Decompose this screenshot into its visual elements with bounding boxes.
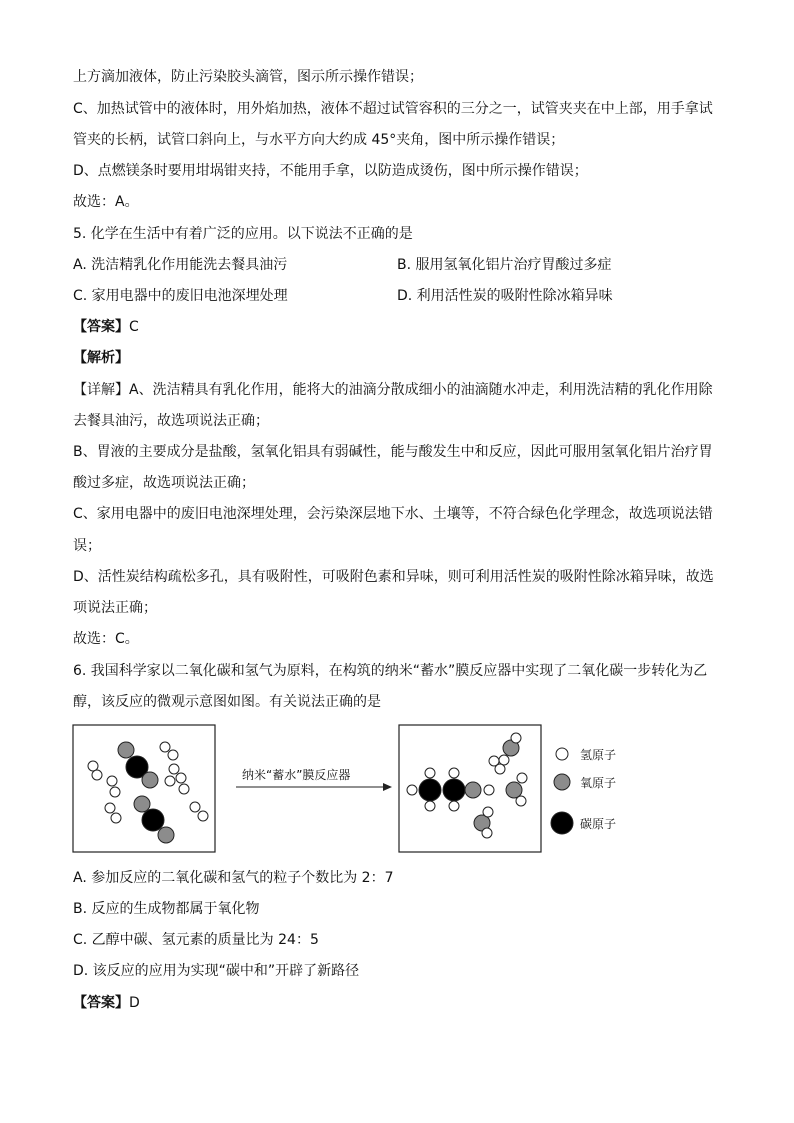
q5-option-a: A. 洗洁精乳化作用能洗去餐具油污 [73, 257, 288, 273]
q5-option-b: B. 服用氢氧化铝片治疗胃酸过多症 [397, 257, 612, 273]
legend-oxygen-swatch [554, 774, 570, 790]
q5-analysis-label: 【解析】 [73, 350, 129, 366]
text-line: 管夹的长柄，试管口斜向上，与水平方向大约成 45°夹角，图中所示操作错误； [73, 132, 565, 148]
q6-option-c: C. 乙醇中碳、氢元素的质量比为 24：5 [73, 932, 319, 948]
legend-hydrogen-swatch [556, 748, 568, 760]
q6-option-d: D. 该反应的应用为实现“碳中和”开辟了新路径 [73, 963, 360, 979]
q5-option-d: D. 利用活性炭的吸附性除冰箱异味 [397, 288, 613, 304]
q6-option-a: A. 参加反应的二氧化碳和氢气的粒子个数比为 2：7 [73, 870, 394, 886]
text-line: 上方滴加液体，防止污染胶头滴管，图示所示操作错误； [73, 69, 423, 85]
q5-detail-line: C、家用电器中的废旧电池深埋处理，会污染深层地下水、土壤等，不符合绿色化学理念，故选项说法错 [73, 506, 713, 522]
q5-detail-line: 项说法正确； [73, 600, 157, 616]
legend-hydrogen-label: 氢原子 [580, 748, 617, 762]
legend-carbon-label: 碳原子 [580, 817, 617, 831]
q6-option-b: B. 反应的生成物都属于氧化物 [73, 901, 260, 917]
answer-label: 【答案】 [73, 995, 129, 1011]
arrow-head [383, 783, 392, 791]
legend-carbon-swatch [551, 812, 573, 834]
q5-option-c: C. 家用电器中的废旧电池深埋处理 [73, 288, 288, 304]
q5-answer [73, 318, 139, 336]
reaction-diagram [70, 722, 650, 857]
question-6-stem: 醇，该反应的微观示意图如图。有关说法正确的是 [73, 694, 381, 710]
q5-detail-line: 去餐具油污，故选项说法正确； [73, 413, 269, 429]
q5-detail-line: 酸过多症，故选项说法正确； [73, 475, 255, 491]
legend-oxygen-label: 氧原子 [580, 776, 617, 790]
q6-answer [73, 994, 140, 1012]
q5-detail-line: 故选：C。 [73, 631, 139, 647]
text-line: 故选：A。 [73, 194, 139, 210]
text-line: C、加热试管中的液体时，用外焰加热，液体不超过试管容积的三分之一，试管夹夹在中上部，用手拿试 [73, 101, 713, 117]
answer-label: 【答案】 [73, 319, 129, 335]
q5-detail-line: 【详解】A、洗洁精具有乳化作用，能将大的油滴分散成细小的油滴随水冲走，利用洗洁精的乳化作用除 [73, 382, 713, 398]
answer-value: D [129, 995, 140, 1011]
q5-detail-line: B、胃液的主要成分是盐酸，氢氧化铝具有弱碱性，能与酸发生中和反应，因此可服用氢氧化铝片治疗胃 [73, 444, 713, 460]
question-5-stem: 5. 化学在生活中有着广泛的应用。以下说法不正确的是 [73, 226, 413, 242]
answer-value: C [129, 319, 139, 335]
q5-detail-line: D、活性炭结构疏松多孔，具有吸附性，可吸附色素和异味，则可利用活性炭的吸附性除冰箱异味，故选 [73, 569, 714, 585]
legend [551, 748, 616, 834]
reactants-box [73, 725, 215, 852]
question-6-stem: 6. 我国科学家以二氧化碳和氢气为原料，在构筑的纳米“蓄水”膜反应器中实现了二氧化碳一步转化为乙 [73, 663, 708, 679]
arrow-label: 纳米“蓄水”膜反应器 [242, 768, 351, 782]
text-line: D、点燃镁条时要用坩埚钳夹持，不能用手拿，以防造成烫伤，图中所示操作错误； [73, 163, 588, 179]
q5-detail-line: 误； [73, 538, 101, 554]
